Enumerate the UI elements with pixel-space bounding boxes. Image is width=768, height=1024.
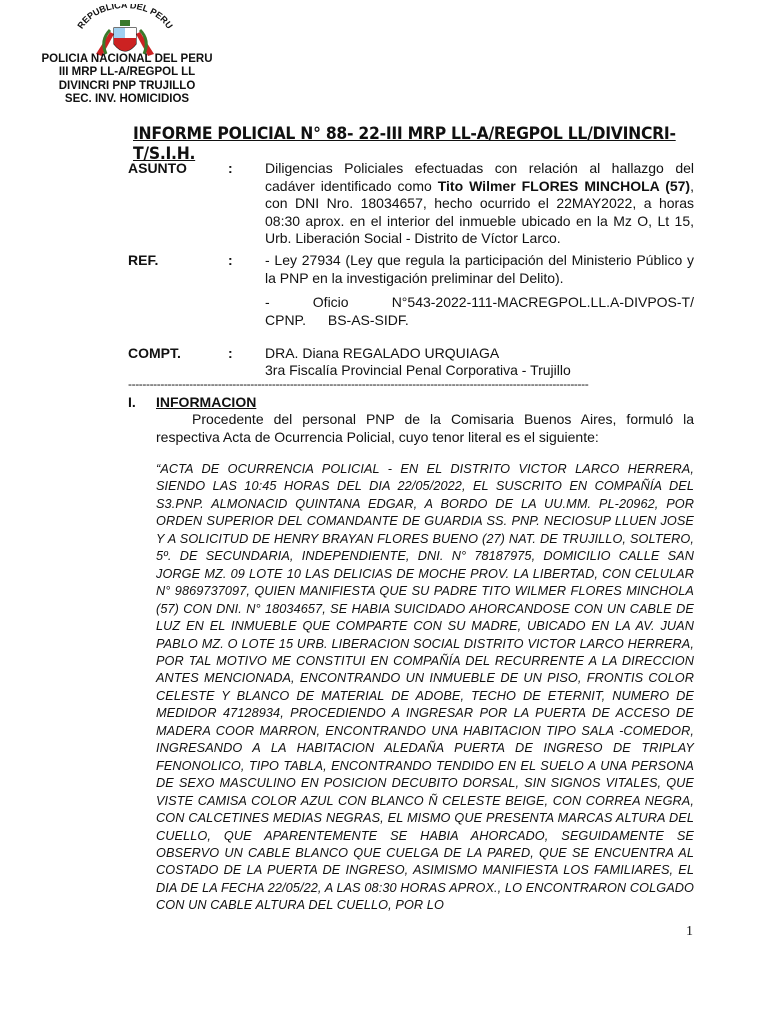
header-line-3: DIVINCRI PNP TRUJILLO — [58, 79, 196, 92]
compt-label: COMPT. — [128, 345, 181, 361]
header-line-1: POLICIA NACIONAL DEL PERU — [41, 53, 213, 65]
institution-header — [22, 53, 232, 107]
police-report-quote: “ACTA DE OCURRENCIA POLICIAL - EN EL DISTRITO VICTOR LARCO HERRERA, SIENDO LAS 10:45 HORAS DEL DIA 22/05/2022, EL SUSCRITO EN COMPAÑÍA DEL S3.PNP. ALMONACID QUINTANA EDGAR, A BORDO DE LA UU.MM. PL-20962, POR ORDEN SUPERIOR DEL COMANDANTE DE GUARDIA SS. PNP. NECIOSUP LLUEN JOSE Y A SOLICITUD DE HENRY BRAYAN FLORES BUENO (27) NAT. DE TRUJILLO, SOLTERO, 5º. DE SECUNDARIA, INDEPENDIENTE, DNI. N° 78187975, DOMICILIO CALLE SAN JORGE MZ. 09 LOTE 10 LAS DELICIAS DE MOCHE PROV. LA LIBERTAD, CON CELULAR N° 9869737097, QUIEN MANIFIESTA QUE SU PADRE TITO WILMER FLORES MINCHOLA (57) CON DNI. N° 18034657, SE HABIA SUICIDADO AHORCANDOSE CON UN CABLE DE LUZ EN EL INMUEBLE QUE COMPARTE CON SU MADRE, UBICADO EN LA AV. JUAN PABLO MZ. O LOTE 15 URB. LIBERACION SOCIAL DISTRITO VICTOR LARCO HERRERA, POR TAL MOTIVO ME CONSTITUI EN COMPAÑÍA DEL RECURRENTE A LA DIRECCION ANTES MENCIONADA, ENCONTRANDO UN INMUEBLE DE UN PISO, FRONTIS COLOR CELESTE Y BLANCO DE MATERIAL DE ADOBE, TECHO DE ETERNIT, NUMERO DE MEDIDOR 47128934, PROCEDIENDO A INGRESAR POR LA PUERTA DE ACCESO DE MADERA COOR MARRON, ENCONTRANDO UNA HABITACION TIPO SALA -COMEDOR, INGRESANDO A LA HABITACION ALEDAÑA PUERTA DE INGRESO DE TRIPLAY FENONOLICO, TIPO TABLA, ENCONTRANDO TENDIDO EN EL SUELO A UNA PERSONA DE SEXO MASCULINO EN POSICION DECUBITO DORSAL, SIN SIGNOS VITALES, QUE VISTE CAMISA COLOR AZUL CON BLANCO Ñ CELESTE BEIGE, CON CORREA NEGRA, CON CALCETINES MEDIAS NEGRAS, EL MISMO QUE PRESENTA MARCAS ALTURA DEL CUELLO, QUE APARENTEMENTE SE HABIA AHORCADO, SEGUIDAMENTE SE OBSERVO UN CABLE BLANCO QUE CUELGA DE LA PARED, QUE SE ENCUENTRA AL COSTADO DE LA PUERTA DE INGRESO, ASIMISMO MANIFIESTA LOS FAMILIARES, EL DIA DE LA FECHA 22/05/22, A LAS 08:30 HORAS APROX., LO ENCONTRARON COLGADO CON UN CABLE ALTURA DEL CUELLO, POR LO — [156, 462, 694, 913]
section-number: I. — [128, 394, 136, 410]
ref-label: REF. — [128, 252, 159, 268]
asunto-text: Diligencias Policiales efectuadas con relación al hallazgo del cadáver identificado como Tito Wilmer FLORES MINCHOLA (57), con DNI Nro. 18034657, hecho ocurrido el 22MAY2022, a horas 08:30 aprox. en el interior del inmueble ubicado en la Mz O, Lt 15, Urb. Liberación Social - Distrito de Víctor Larco. — [265, 160, 694, 246]
asunto-colon: : — [228, 160, 233, 176]
ref-colon: : — [228, 252, 233, 268]
report-title: INFORME POLICIAL N° 88- 22-III MRP LL-A/REGPOL LL/DIVINCRI-T/S.I.H. — [133, 124, 676, 164]
ref-item-1: - Ley 27934 (Ley que regula la participación del Ministerio Público y la PNP en la investigación preliminar del Delito). — [265, 252, 694, 286]
deceased-name: Tito Wilmer FLORES MINCHOLA (57) — [437, 177, 691, 194]
ref-item-2: - Oficio N°543-2022-111-MACREGPOL.LL.A-DIVPOS-T/ CPNP. BS-AS-SIDF. — [265, 294, 694, 328]
header-line-2: III MRP LL-A/REGPOL LL — [58, 66, 196, 79]
separator-line: -------------------------------------------------------------------------------------------------------------------------------- — [128, 377, 589, 391]
compt-line-2: 3ra Fiscalía Provincial Penal Corporativa - Trujillo — [265, 362, 571, 378]
seal-arc-text: REPUBLICA DEL PERU — [75, 4, 175, 31]
section-intro: Procedente del personal PNP de la Comisaria Buenos Aires, formuló la respectiva Acta de Ocurrencia Policial, cuyo tenor literal es el siguiente: — [156, 411, 694, 445]
section-heading: INFORMACION — [156, 394, 257, 410]
asunto-label: ASUNTO — [128, 160, 187, 176]
header-line-4: SEC. INV. HOMICIDIOS — [64, 93, 190, 106]
compt-colon: : — [228, 345, 233, 361]
compt-line-1: DRA. Diana REGALADO URQUIAGA — [265, 345, 500, 361]
page-number: 1 — [686, 924, 693, 939]
